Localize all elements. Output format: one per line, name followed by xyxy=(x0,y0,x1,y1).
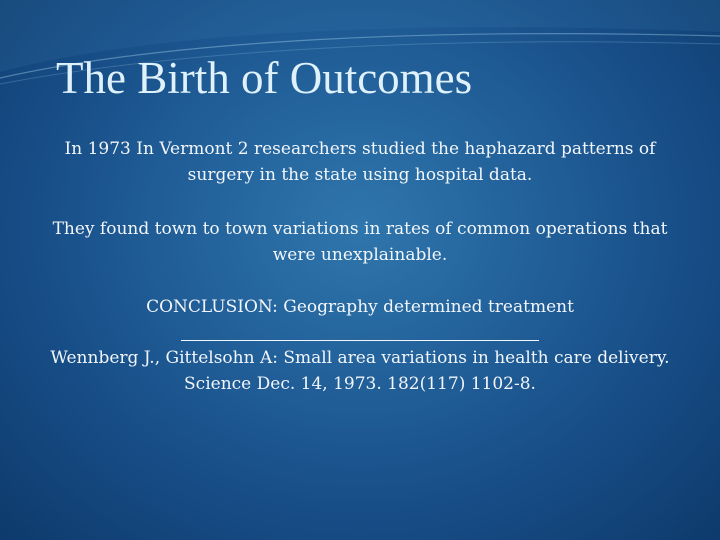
paragraph-conclusion: CONCLUSION: Geography determined treatment xyxy=(146,297,574,317)
paragraph-study: In 1973 In Vermont 2 researchers studied the haphazard patterns of surgery in the state using hospital data. xyxy=(64,139,656,185)
divider-rule xyxy=(181,324,539,341)
slide-title: The Birth of Outcomes xyxy=(56,53,473,103)
slide-body xyxy=(40,136,680,397)
citation: Wennberg J., Gittelsohn A: Small area variations in health care delivery. Science Dec. 14, 1973. 182(117) 1102-8. xyxy=(50,348,670,394)
paragraph-findings: They found town to town variations in rates of common operations that were unexplainable. xyxy=(52,219,668,265)
